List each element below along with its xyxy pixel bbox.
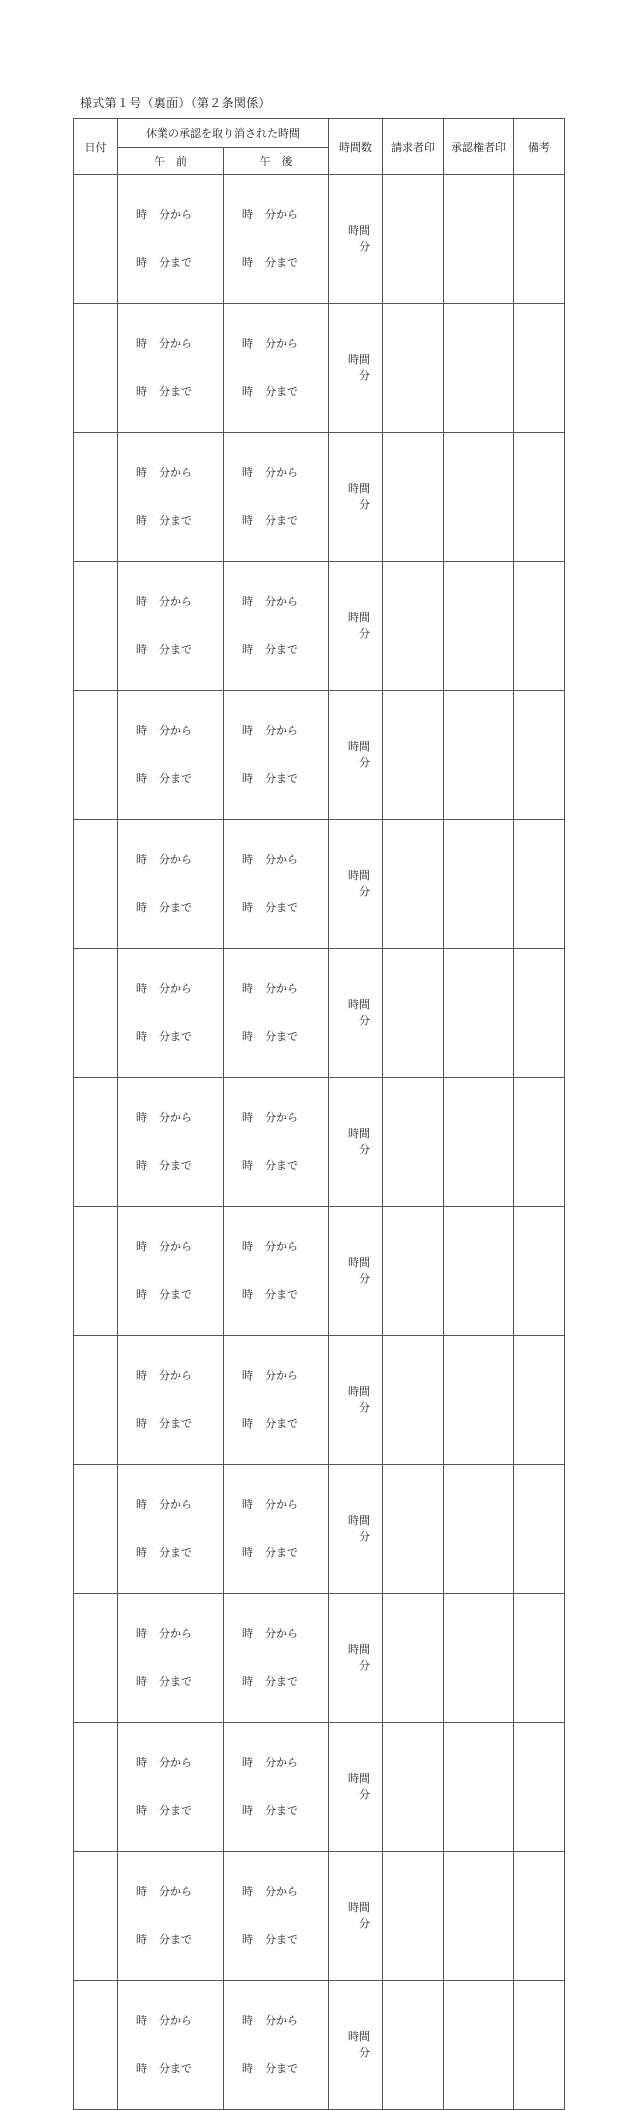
hour-label: 時: [136, 1159, 147, 1172]
am-time-cell[interactable]: [118, 1465, 224, 1594]
pm-time-cell[interactable]: [224, 949, 329, 1078]
from-label: 分から: [159, 1885, 192, 1898]
approver-seal-cell[interactable]: [444, 1852, 514, 1981]
from-label: 分から: [265, 208, 298, 221]
from-label: 分から: [159, 1498, 192, 1511]
table-row: [74, 562, 565, 691]
approver-seal-cell[interactable]: [444, 691, 514, 820]
from-label: 分から: [159, 208, 192, 221]
minutes-label: 分: [359, 1917, 370, 1930]
minutes-label: 分: [359, 1659, 370, 1672]
hour-label: 時: [242, 643, 253, 656]
header-date: 日付: [74, 119, 118, 175]
pm-time-cell[interactable]: [224, 304, 329, 433]
approver-seal-cell[interactable]: [444, 562, 514, 691]
remarks-cell[interactable]: [514, 1336, 565, 1465]
minutes-label: 分: [359, 369, 370, 382]
date-cell[interactable]: [74, 1981, 118, 2110]
minutes-label: 分: [359, 1530, 370, 1543]
hour-label: 時: [136, 466, 147, 479]
minutes-label: 分: [359, 498, 370, 511]
requester-seal-cell[interactable]: [383, 304, 444, 433]
hour-label: 時: [136, 1885, 147, 1898]
until-label: 分まで: [265, 901, 298, 914]
from-label: 分から: [265, 853, 298, 866]
hours-label: 時間: [348, 1256, 370, 1269]
table-row: [74, 175, 565, 304]
hour-label: 時: [242, 1240, 253, 1253]
from-label: 分から: [159, 466, 192, 479]
header-cancelled-time: 休業の承認を取り消された時間: [118, 119, 329, 148]
remarks-cell[interactable]: [514, 562, 565, 691]
hour-label: 時: [242, 466, 253, 479]
requester-seal-cell[interactable]: [383, 562, 444, 691]
table-row: [74, 433, 565, 562]
am-time-cell[interactable]: [118, 1078, 224, 1207]
until-label: 分まで: [159, 1159, 192, 1172]
table-row: [74, 1465, 565, 1594]
until-label: 分まで: [159, 385, 192, 398]
until-label: 分まで: [265, 1030, 298, 1043]
hour-label: 時: [136, 724, 147, 737]
hours-label: 時間: [348, 353, 370, 366]
until-label: 分まで: [159, 2062, 192, 2075]
hour-label: 時: [242, 514, 253, 527]
until-label: 分まで: [265, 1675, 298, 1688]
header-am: 午 前: [118, 148, 224, 175]
am-time-cell[interactable]: [118, 304, 224, 433]
until-label: 分まで: [265, 1288, 298, 1301]
hour-label: 時: [242, 1675, 253, 1688]
minutes-label: 分: [359, 1272, 370, 1285]
hour-label: 時: [136, 1030, 147, 1043]
hours-cell[interactable]: [329, 1852, 383, 1981]
from-label: 分から: [159, 337, 192, 350]
hours-label: 時間: [348, 482, 370, 495]
hour-label: 時: [242, 1885, 253, 1898]
hours-cell[interactable]: [329, 1078, 383, 1207]
from-label: 分から: [159, 595, 192, 608]
from-label: 分から: [159, 1240, 192, 1253]
from-label: 分から: [159, 1756, 192, 1769]
pm-time-cell[interactable]: [224, 1594, 329, 1723]
hour-label: 時: [242, 1111, 253, 1124]
until-label: 分まで: [265, 514, 298, 527]
date-cell[interactable]: [74, 1465, 118, 1594]
am-time-cell[interactable]: [118, 1852, 224, 1981]
hour-label: 時: [136, 2062, 147, 2075]
pm-time-cell[interactable]: [224, 1078, 329, 1207]
hours-label: 時間: [348, 1901, 370, 1914]
hours-label: 時間: [348, 1514, 370, 1527]
from-label: 分から: [265, 982, 298, 995]
hours-label: 時間: [348, 869, 370, 882]
from-label: 分から: [265, 1885, 298, 1898]
from-label: 分から: [265, 2014, 298, 2027]
am-time-cell[interactable]: [118, 949, 224, 1078]
hour-label: 時: [242, 256, 253, 269]
hour-label: 時: [136, 1417, 147, 1430]
requester-seal-cell[interactable]: [383, 1723, 444, 1852]
remarks-cell[interactable]: [514, 820, 565, 949]
hour-label: 時: [136, 1546, 147, 1559]
hours-cell[interactable]: [329, 433, 383, 562]
requester-seal-cell[interactable]: [383, 820, 444, 949]
minutes-label: 分: [359, 240, 370, 253]
am-time-cell[interactable]: [118, 691, 224, 820]
approver-seal-cell[interactable]: [444, 1078, 514, 1207]
hour-label: 時: [136, 1288, 147, 1301]
from-label: 分から: [159, 2014, 192, 2027]
pm-time-cell[interactable]: [224, 562, 329, 691]
hours-cell[interactable]: [329, 304, 383, 433]
requester-seal-cell[interactable]: [383, 175, 444, 304]
am-time-cell[interactable]: [118, 820, 224, 949]
until-label: 分まで: [159, 514, 192, 527]
date-cell[interactable]: [74, 1078, 118, 1207]
hours-cell[interactable]: [329, 1723, 383, 1852]
from-label: 分から: [265, 724, 298, 737]
hour-label: 時: [136, 1111, 147, 1124]
form-caption: 様式第１号（裏面）（第２条関係）: [80, 96, 271, 110]
table-row: [74, 820, 565, 949]
hour-label: 時: [242, 1288, 253, 1301]
hour-label: 時: [136, 1756, 147, 1769]
table-row: [74, 691, 565, 820]
from-label: 分から: [159, 982, 192, 995]
date-cell[interactable]: [74, 175, 118, 304]
hour-label: 時: [136, 595, 147, 608]
hour-label: 時: [242, 724, 253, 737]
hours-cell[interactable]: [329, 1594, 383, 1723]
until-label: 分まで: [159, 772, 192, 785]
requester-seal-cell[interactable]: [383, 1981, 444, 2110]
until-label: 分まで: [159, 643, 192, 656]
hours-label: 時間: [348, 1127, 370, 1140]
hour-label: 時: [242, 1933, 253, 1946]
pm-time-cell[interactable]: [224, 175, 329, 304]
from-label: 分から: [265, 466, 298, 479]
from-label: 分から: [265, 1756, 298, 1769]
remarks-cell[interactable]: [514, 691, 565, 820]
pm-time-cell[interactable]: [224, 1465, 329, 1594]
remarks-cell[interactable]: [514, 175, 565, 304]
header-hours: 時間数: [329, 119, 383, 175]
hour-label: 時: [136, 337, 147, 350]
approver-seal-cell[interactable]: [444, 820, 514, 949]
hour-label: 時: [136, 2014, 147, 2027]
hours-cell[interactable]: [329, 1336, 383, 1465]
hour-label: 時: [242, 982, 253, 995]
hour-label: 時: [242, 1030, 253, 1043]
from-label: 分から: [265, 1240, 298, 1253]
hour-label: 時: [136, 1498, 147, 1511]
from-label: 分から: [265, 595, 298, 608]
remarks-cell[interactable]: [514, 1981, 565, 2110]
minutes-label: 分: [359, 627, 370, 640]
hours-label: 時間: [348, 611, 370, 624]
remarks-cell[interactable]: [514, 304, 565, 433]
hour-label: 時: [136, 901, 147, 914]
date-cell[interactable]: [74, 433, 118, 562]
hour-label: 時: [136, 853, 147, 866]
hours-label: 時間: [348, 740, 370, 753]
hour-label: 時: [136, 256, 147, 269]
until-label: 分まで: [159, 1417, 192, 1430]
hour-label: 時: [242, 1546, 253, 1559]
hour-label: 時: [242, 2014, 253, 2027]
until-label: 分まで: [265, 385, 298, 398]
hour-label: 時: [136, 1804, 147, 1817]
table-row: [74, 1207, 565, 1336]
hour-label: 時: [242, 1804, 253, 1817]
hour-label: 時: [242, 208, 253, 221]
hours-label: 時間: [348, 1385, 370, 1398]
requester-seal-cell[interactable]: [383, 1078, 444, 1207]
pm-time-cell[interactable]: [224, 691, 329, 820]
from-label: 分から: [265, 1111, 298, 1124]
pm-time-cell[interactable]: [224, 1723, 329, 1852]
from-label: 分から: [159, 853, 192, 866]
approver-seal-cell[interactable]: [444, 1465, 514, 1594]
date-cell[interactable]: [74, 304, 118, 433]
hours-label: 時間: [348, 998, 370, 1011]
remarks-cell[interactable]: [514, 949, 565, 1078]
table-row: [74, 1078, 565, 1207]
requester-seal-cell[interactable]: [383, 1336, 444, 1465]
approver-seal-cell[interactable]: [444, 433, 514, 562]
date-cell[interactable]: [74, 1723, 118, 1852]
approver-seal-cell[interactable]: [444, 949, 514, 1078]
hours-cell[interactable]: [329, 1981, 383, 2110]
hours-label: 時間: [348, 224, 370, 237]
pm-time-cell[interactable]: [224, 1207, 329, 1336]
approver-seal-cell[interactable]: [444, 1207, 514, 1336]
date-cell[interactable]: [74, 562, 118, 691]
until-label: 分まで: [265, 1546, 298, 1559]
until-label: 分まで: [159, 256, 192, 269]
minutes-label: 分: [359, 1401, 370, 1414]
table-row: [74, 1981, 565, 2110]
leave-cancellation-table: [73, 118, 565, 2110]
pm-time-cell[interactable]: [224, 1852, 329, 1981]
hour-label: 時: [136, 1240, 147, 1253]
hour-label: 時: [136, 1627, 147, 1640]
minutes-label: 分: [359, 1788, 370, 1801]
until-label: 分まで: [265, 1933, 298, 1946]
hour-label: 時: [242, 1417, 253, 1430]
table-row: [74, 304, 565, 433]
until-label: 分まで: [159, 1933, 192, 1946]
am-time-cell[interactable]: [118, 1594, 224, 1723]
hours-cell[interactable]: [329, 562, 383, 691]
hour-label: 時: [242, 1498, 253, 1511]
requester-seal-cell[interactable]: [383, 1465, 444, 1594]
hour-label: 時: [136, 208, 147, 221]
date-cell[interactable]: [74, 820, 118, 949]
hour-label: 時: [136, 385, 147, 398]
header-requester-seal: 請求者印: [383, 119, 444, 175]
date-cell[interactable]: [74, 1207, 118, 1336]
until-label: 分まで: [159, 1030, 192, 1043]
remarks-cell[interactable]: [514, 433, 565, 562]
pm-time-cell[interactable]: [224, 1981, 329, 2110]
from-label: 分から: [265, 1369, 298, 1382]
hour-label: 時: [242, 901, 253, 914]
hour-label: 時: [136, 1369, 147, 1382]
until-label: 分まで: [265, 1417, 298, 1430]
from-label: 分から: [159, 1111, 192, 1124]
hour-label: 時: [242, 2062, 253, 2075]
am-time-cell[interactable]: [118, 562, 224, 691]
hour-label: 時: [242, 1159, 253, 1172]
approver-seal-cell[interactable]: [444, 1594, 514, 1723]
until-label: 分まで: [265, 1804, 298, 1817]
pm-time-cell[interactable]: [224, 1336, 329, 1465]
until-label: 分まで: [159, 1804, 192, 1817]
hour-label: 時: [136, 1675, 147, 1688]
hours-label: 時間: [348, 1643, 370, 1656]
requester-seal-cell[interactable]: [383, 1594, 444, 1723]
hour-label: 時: [242, 1756, 253, 1769]
pm-time-cell[interactable]: [224, 820, 329, 949]
hours-label: 時間: [348, 2030, 370, 2043]
table-row: [74, 1723, 565, 1852]
hours-cell[interactable]: [329, 175, 383, 304]
remarks-cell[interactable]: [514, 1465, 565, 1594]
from-label: 分から: [159, 724, 192, 737]
until-label: 分まで: [159, 1675, 192, 1688]
hour-label: 時: [242, 595, 253, 608]
from-label: 分から: [265, 337, 298, 350]
hours-cell[interactable]: [329, 820, 383, 949]
until-label: 分まで: [265, 256, 298, 269]
until-label: 分まで: [265, 643, 298, 656]
hour-label: 時: [242, 385, 253, 398]
table-row: [74, 1852, 565, 1981]
hour-label: 時: [136, 514, 147, 527]
table-row: [74, 949, 565, 1078]
from-label: 分から: [265, 1627, 298, 1640]
requester-seal-cell[interactable]: [383, 949, 444, 1078]
hour-label: 時: [242, 1627, 253, 1640]
until-label: 分まで: [159, 1546, 192, 1559]
hours-cell[interactable]: [329, 1207, 383, 1336]
hours-label: 時間: [348, 1772, 370, 1785]
hour-label: 時: [136, 643, 147, 656]
from-label: 分から: [265, 1498, 298, 1511]
hour-label: 時: [136, 982, 147, 995]
hours-cell[interactable]: [329, 949, 383, 1078]
header-approver-seal: 承認権者印: [444, 119, 514, 175]
header-remarks: 備考: [514, 119, 565, 175]
hours-cell[interactable]: [329, 691, 383, 820]
requester-seal-cell[interactable]: [383, 433, 444, 562]
approver-seal-cell[interactable]: [444, 175, 514, 304]
approver-seal-cell[interactable]: [444, 1981, 514, 2110]
minutes-label: 分: [359, 756, 370, 769]
date-cell[interactable]: [74, 1594, 118, 1723]
minutes-label: 分: [359, 885, 370, 898]
header-pm: 午 後: [224, 148, 329, 175]
table-row: [74, 1336, 565, 1465]
hour-label: 時: [242, 337, 253, 350]
date-cell[interactable]: [74, 691, 118, 820]
pm-time-cell[interactable]: [224, 433, 329, 562]
minutes-label: 分: [359, 1014, 370, 1027]
hour-label: 時: [242, 1369, 253, 1382]
until-label: 分まで: [265, 2062, 298, 2075]
requester-seal-cell[interactable]: [383, 1207, 444, 1336]
until-label: 分まで: [159, 1288, 192, 1301]
minutes-label: 分: [359, 1143, 370, 1156]
am-time-cell[interactable]: [118, 1981, 224, 2110]
from-label: 分から: [159, 1369, 192, 1382]
minutes-label: 分: [359, 2046, 370, 2059]
am-time-cell[interactable]: [118, 1723, 224, 1852]
date-cell[interactable]: [74, 949, 118, 1078]
until-label: 分まで: [265, 772, 298, 785]
requester-seal-cell[interactable]: [383, 1852, 444, 1981]
date-cell[interactable]: [74, 1336, 118, 1465]
date-cell[interactable]: [74, 1852, 118, 1981]
until-label: 分まで: [159, 901, 192, 914]
from-label: 分から: [159, 1627, 192, 1640]
requester-seal-cell[interactable]: [383, 691, 444, 820]
remarks-cell[interactable]: [514, 1594, 565, 1723]
remarks-cell[interactable]: [514, 1078, 565, 1207]
hours-cell[interactable]: [329, 1465, 383, 1594]
am-time-cell[interactable]: [118, 433, 224, 562]
approver-seal-cell[interactable]: [444, 304, 514, 433]
hour-label: 時: [242, 853, 253, 866]
table-row: [74, 1594, 565, 1723]
until-label: 分まで: [265, 1159, 298, 1172]
am-time-cell[interactable]: [118, 175, 224, 304]
am-time-cell[interactable]: [118, 1336, 224, 1465]
remarks-cell[interactable]: [514, 1723, 565, 1852]
hour-label: 時: [136, 772, 147, 785]
approver-seal-cell[interactable]: [444, 1336, 514, 1465]
approver-seal-cell[interactable]: [444, 1723, 514, 1852]
hour-label: 時: [136, 1933, 147, 1946]
hour-label: 時: [242, 772, 253, 785]
am-time-cell[interactable]: [118, 1207, 224, 1336]
remarks-cell[interactable]: [514, 1207, 565, 1336]
remarks-cell[interactable]: [514, 1852, 565, 1981]
